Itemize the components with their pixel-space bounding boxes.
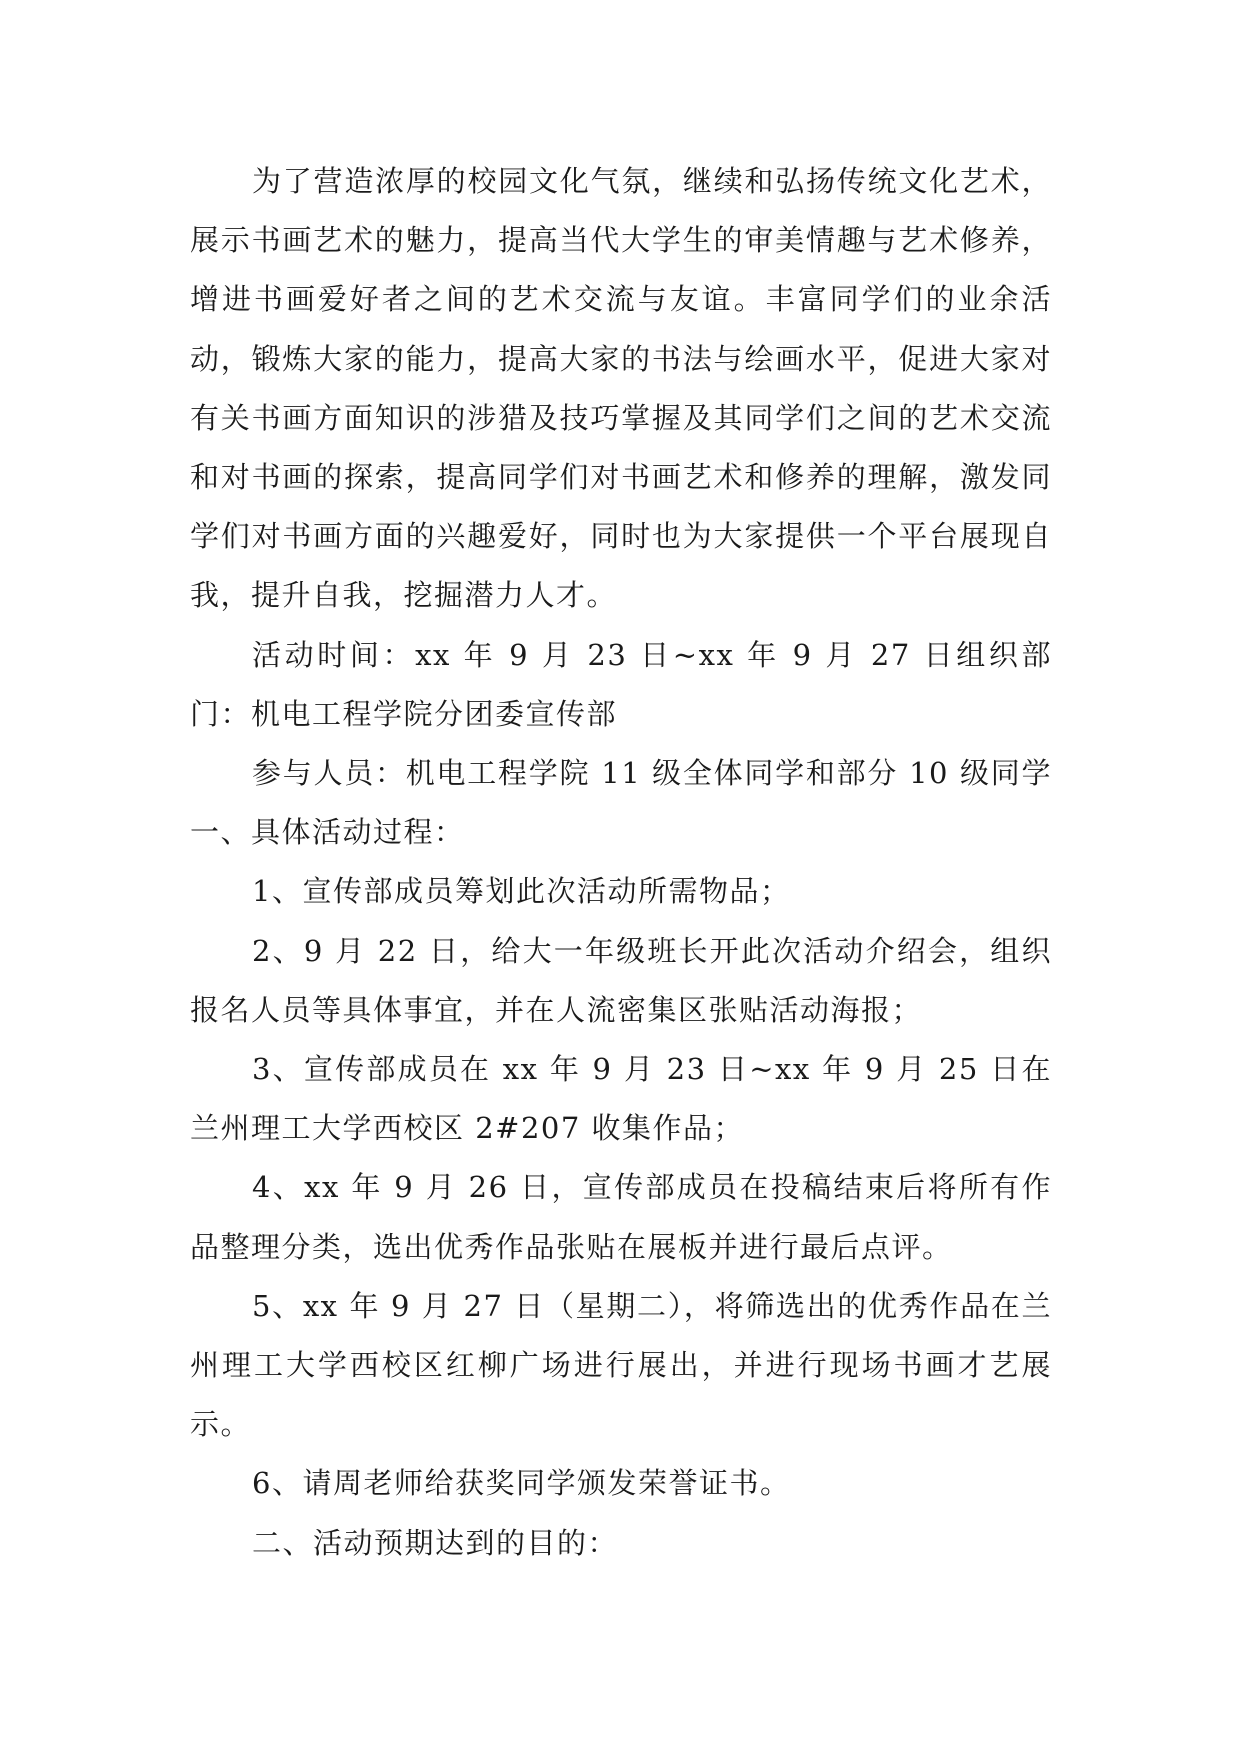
list-item-step-4: 4、xx 年 9 月 26 日，宣传部成员在投稿结束后将所有作品整理分类，选出优秀作品张贴在展板并进行最后点评。 [190,1170,1052,1264]
list-item-step-3: 3、宣传部成员在 xx 年 9 月 23 日~xx 年 9 月 25 日在兰州理工大学西校区 2#207 收集作品； [190,1052,1052,1146]
paragraph-intro: 为了营造浓厚的校园文化气氛，继续和弘扬传统文化艺术，展示书画艺术的魅力，提高当代大学生的审美情趣与艺术修养，增进书画爱好者之间的艺术交流与友谊。丰富同学们的业余活动，锻炼大家的能力，提高大家的书法与绘画水平，促进大家对有关书画方面知识的涉猎及技巧掌握及其同学们之间的艺术交流和对书画的探索，提高同学们对书画艺术和修养的理解，激发同学们对书画方面的兴趣爱好，同时也为大家提供一个平台展现自我，提升自我，挖掘潜力人才。 [190,164,1052,613]
paragraph-participants: 参与人员：机电工程学院 11 级全体同学和部分 10 级同学一、具体活动过程： [190,756,1052,850]
list-item-step-2: 2、9 月 22 日，给大一年级班长开此次活动介绍会，组织报名人员等具体事宜，并在人流密集区张贴活动海报； [190,933,1052,1027]
list-item-step-1: 1、宣传部成员筹划此次活动所需物品； [252,874,791,909]
section-heading-goals: 二、活动预期达到的目的： [252,1525,619,1560]
paragraph-activity-time: 活动时间：xx 年 9 月 23 日~xx 年 9 月 27 日组织部门：机电工程学院分团委宣传部 [190,637,1052,731]
list-item-step-5: 5、xx 年 9 月 27 日（星期二），将筛选出的优秀作品在兰州理工大学西校区红柳广场进行展出，并进行现场书画才艺展示。 [190,1288,1052,1442]
list-item-step-6: 6、请周老师给获奖同学颁发荣誉证书。 [252,1466,791,1501]
document-body [190,152,1052,1573]
